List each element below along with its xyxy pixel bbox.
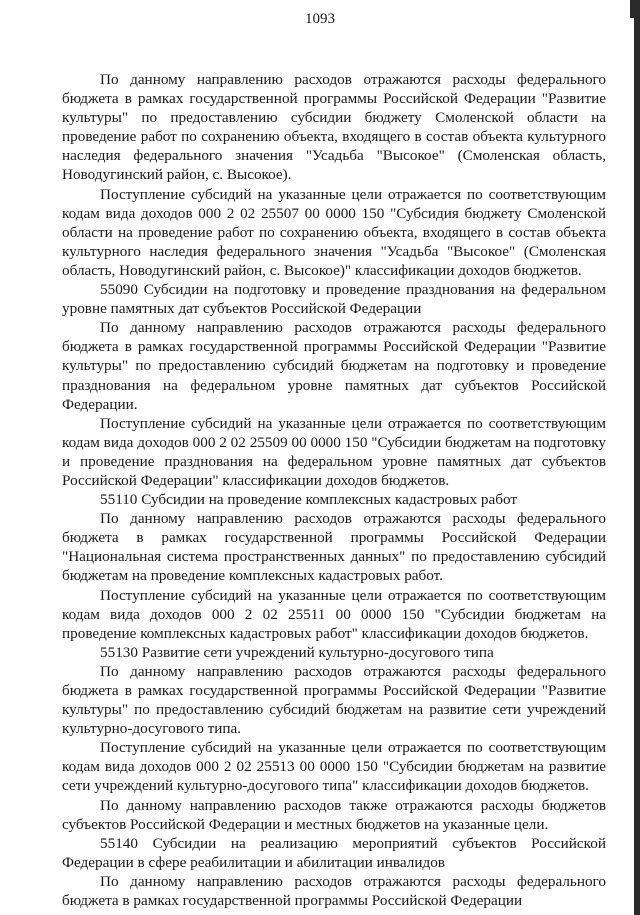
paragraph: По данному направлению расходов отражаются расходы федерального бюджета в рамках государственной программы Российской Федерации <box>62 872 606 910</box>
section-heading-55090: 55090 Субсидии на подготовку и проведение празднования на федеральном уровне памятных дат субъектов Российской Федерации <box>62 281 606 318</box>
paragraph: По данному направлению расходов отражаются расходы федерального бюджета в рамках государственной программы Российской Федерации "Развитие культуры" по предоставлению субсидии бюджету Смоленской области на проведение работ по сохранению объекта, входящего в состав объекта культурного наследия федерального значения "Усадьба "Высокое" (Смоленская область, Новодугинский район, с. Высокое). <box>62 71 606 184</box>
paragraph: По данному направлению расходов отражаются расходы федерального бюджета в рамках государственной программы Российской Федерации "Развитие культуры" по предоставлению субсидий бюджетам на развитие сети учреждений культурно-досугового типа. <box>62 662 606 738</box>
paragraph: По данному направлению расходов отражаются расходы федерального бюджета в рамках государственной программы Российской Федерации "Национальная система пространственных данных" по предоставлению субсидий бюджетам на проведение комплексных кадастровых работ. <box>62 510 606 585</box>
paragraph: Поступление субсидий на указанные цели отражается по соответствующим кодам вида доходов 000 2 02 25513 00 0000 150 "Субсидии бюджетам на развитие сети учреждений культурно-досугового типа" классификации доходов бюджетов. <box>62 739 606 795</box>
scan-edge-shadow <box>634 0 640 915</box>
section-heading-55110: 55110 Субсидии на проведение комплексных кадастровых работ <box>100 491 517 509</box>
section-heading-55130: 55130 Развитие сети учреждений культурно-досугового типа <box>100 643 494 661</box>
paragraph: Поступление субсидий на указанные цели отражается по соответствующим кодам вида доходов 000 2 02 25509 00 0000 150 "Субсидии бюджетам на подготовку и проведение празднования на федеральном уровне памятных дат субъектов Российской Федерации" классификации доходов бюджетов. <box>62 414 606 489</box>
paragraph: По данному направлению расходов также отражаются расходы бюджетов субъектов Российской Федерации и местных бюджетов на указанные цели. <box>62 796 606 833</box>
scan-corner-shadow <box>630 0 640 18</box>
page-number: 1093 <box>305 11 335 27</box>
paragraph: Поступление субсидий на указанные цели отражается по соответствующим кодам вида доходов 000 2 02 25507 00 0000 150 "Субсидия бюджету Смоленской области на проведение работ по сохранению объекта, входящего в состав объекта культурного наследия федерального значения "Усадьба "Высокое" (Смоленская область, Новодугинский район, с. Высокое)" классификации доходов бюджетов. <box>62 185 606 279</box>
section-heading-55140: 55140 Субсидии на реализацию мероприятий субъектов Российской Федерации в сфере реабилитации и абилитации инвалидов <box>62 834 606 871</box>
document-body <box>62 70 606 910</box>
paragraph: По данному направлению расходов отражаются расходы федерального бюджета в рамках государственной программы Российской Федерации "Развитие культуры" по предоставлению субсидий бюджетам на подготовку и проведение празднования на федеральном уровне памятных дат субъектов Российской Федерации. <box>62 319 606 413</box>
paragraph: Поступление субсидий на указанные цели отражается по соответствующим кодам вида доходов 000 2 02 25511 00 0000 150 "Субсидии бюджетам на проведение комплексных кадастровых работ" классификации доходов бюджетов. <box>62 586 606 642</box>
